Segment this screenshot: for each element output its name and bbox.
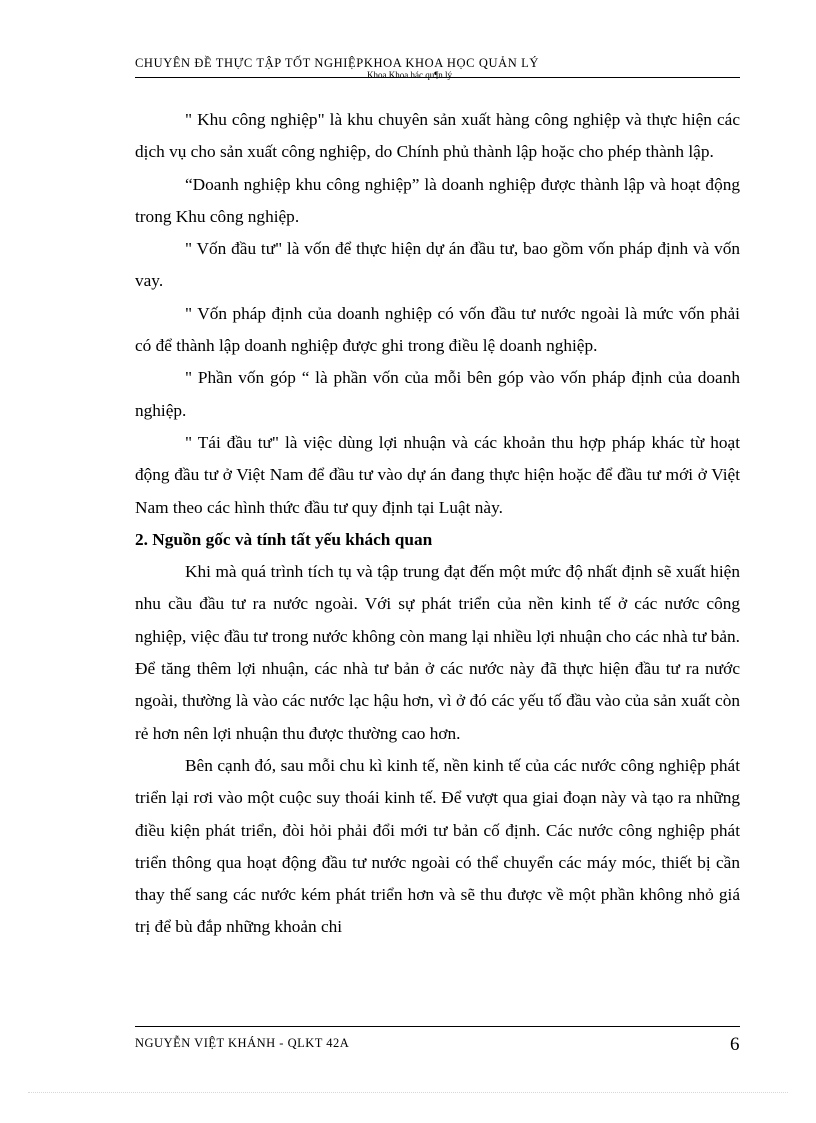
page-header	[135, 55, 740, 80]
paragraph-doanh-nghiep-kcn: “Doanh nghiệp khu công nghiệp” là doanh nghiệp được thành lập và hoạt động trong Khu công nghiệp.	[135, 174, 740, 226]
header-subtitle: Khoa Khoa hác qu¶n lý	[367, 70, 453, 80]
paragraph-von-phap-dinh: " Vốn pháp định của doanh nghiệp có vốn đầu tư nước ngoài là mức vốn phải có để thành lập doanh nghiệp được ghi trong điều lệ doanh nghiệp.	[135, 303, 740, 356]
header-rule	[135, 77, 740, 78]
paragraph-tai-dau-tu: " Tái đầu tư" là việc dùng lợi nhuận và các khoản thu hợp pháp khác từ hoạt động đầu tư ở Việt Nam để đầu tư vào dự án đang thực hiện hoặc để đầu tư mới ở Việt Nam theo các hình thức đầu tư quy định tại Luật này.	[135, 432, 740, 517]
paragraph-phan-von-gop: " Phần vốn góp “ là phần vốn của mỗi bên góp vào vốn pháp định của doanh nghiệp.	[135, 368, 740, 420]
paragraph-von-dau-tu: " Vốn đầu tư" là vốn để thực hiện dự án đầu tư, bao gồm vốn pháp định và vốn vay.	[135, 239, 740, 291]
section-heading: 2. Nguồn gốc và tính tất yếu khách quan	[135, 529, 433, 549]
paragraph-ben-canh-do: Bên cạnh đó, sau mỗi chu kì kinh tế, nền kinh tế của các nước công nghiệp phát triển lại rơi vào một cuộc suy thoái kinh tế. Để vượt qua giai đoạn này và tạo ra những điều kiện phát triển, đòi hỏi phải đổi mới tư bản cố định. Các nước công nghiệp phát triển thông qua hoạt động đầu tư nước ngoài có thể chuyển các máy móc, thiết bị cần thay thế sang các nước kém phát triển hơn và sẽ thu được về một phần không nhỏ giá trị để bù đắp những khoản chi	[135, 755, 740, 937]
page-number: 6	[730, 1034, 740, 1055]
paragraph-khu-cong-nghiep: " Khu công nghiệp" là khu chuyên sản xuất hàng công nghiệp và thực hiện các dịch vụ cho sản xuất công nghiệp, do Chính phủ thành lập hoặc cho phép thành lập.	[135, 110, 740, 162]
footer-rule	[135, 1026, 740, 1027]
document-body	[135, 104, 740, 944]
footer-author: NGUYỄN VIỆT KHÁNH - QLKT 42A	[135, 1036, 350, 1050]
paragraph-nguon-goc: Khi mà quá trình tích tụ và tập trung đạt đến một mức độ nhất định sẽ xuất hiện nhu cầu đầu tư ra nước ngoài. Với sự phát triển của nền kinh tế ở các nước công nghiệp, việc đầu tư trong nước không còn mang lại nhiều lợi nhuận cho các nhà tư bản. Để tăng thêm lợi nhuận, các nhà tư bản ở các nước này đã thực hiện đầu tư ra nước ngoài, thường là vào các nước lạc hậu hơn, vì ở đó các yếu tố đầu vào của sản xuất còn rẻ hơn nên lợi nhuận thu được thường cao hơn.	[135, 562, 740, 743]
page-break-line	[28, 1092, 788, 1093]
header-title: CHUYÊN ĐỀ THỰC TẬP TỐT NGHIỆPKHOA KHOA HỌC QUẢN LÝ	[135, 56, 539, 70]
